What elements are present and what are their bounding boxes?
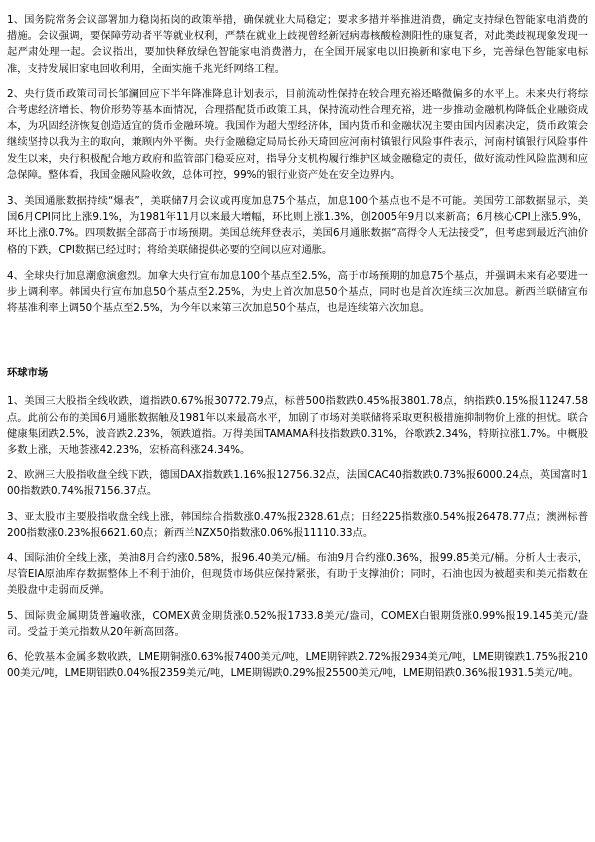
section-heading-global-markets: 环球市场 <box>7 367 49 380</box>
market-paragraph-1: 1、美国三大股指全线收跌，道指跌0.67%报30772.79点，标普500指数跌0.45%报3801.78点，纳指跌0.15%报11247.58点。此前公布的美国6月通胀数据触及1981年以来最高水平，加剧了市场对美联储将采取更积极措施抑制物价上涨的担忧。联合健康集团跌2.5%，波音跌2.23%，领跌道指。万得美国TAMAMA科技指数跌0.31%，谷歌跌2.34%，特斯拉涨1.7%。中概股多数上涨，天地荟涨42.23%，宏桥高科涨24.34%。 <box>7 395 588 457</box>
market-paragraph-6: 6、伦敦基本金属多数收跌，LME期铜涨0.63%报7400美元/吨，LME期锌跌2.72%报2934美元/吨，LME期镍跌1.75%报21000美元/吨，LME期铝跌0.04%报2359美元/吨，LME期锡跌0.29%报25500美元/吨，LME期铅跌0.36%报1931.5美元/吨。 <box>7 651 588 680</box>
market-paragraph-5: 5、国际贵金属期货普遍收涨，COMEX黄金期货涨0.52%报1733.8美元/盎司，COMEX白银期货涨0.99%报19.145美元/盎司。受益于美元指数从20年新高回落。 <box>7 609 588 638</box>
document-page <box>7 12 588 682</box>
market-paragraph-2: 2、欧洲三大股指收盘全线下跌，德国DAX指数跌1.16%报12756.32点，法国CAC40指数跌0.73%报6000.24点，英国富时100指数跌0.74%报7156.37点。 <box>7 469 588 498</box>
global-markets-section <box>7 365 588 681</box>
news-paragraph-4: 4、全球央行加息潮愈演愈烈。加拿大央行宣布加息100个基点至2.5%，高于市场预期的加息75个基点，并强调未来有必要进一步上调利率。韩国央行宣布加息50个基点至2.25%，为史上首次加息50个基点，同时也是首次连续三次加息。新西兰联储宣布将基准利率上调50个基点至2.5%，为今年以来第三次加息50个基点，也是连续第六次加息。 <box>7 269 588 315</box>
domestic-news-section <box>7 12 588 316</box>
market-paragraph-3: 3、亚太股市主要股指收盘全线上涨，韩国综合指数涨0.47%报2328.61点；日经225指数涨0.54%报26478.77点；澳洲标普200指数涨0.23%报6621.60点；新西兰NZX50指数涨0.06%报11110.33点。 <box>7 510 588 539</box>
market-paragraph-4: 4、国际油价全线上涨，美油8月合约涨0.58%，报96.40美元/桶。布油9月合约涨0.36%，报99.85美元/桶。分析人士表示，尽管EIA原油库存数据整体上不利于油价，但现货市场供应保持紧张，有助于支撑油价；同时，石油也因为被超卖和美元指数在美股盘中走弱而反弹。 <box>7 552 588 597</box>
news-paragraph-1: 1、国务院常务会议部署加力稳岗拓岗的政策举措，确保就业大局稳定；要求多措并举推进消费，确定支持绿色智能家电消费的措施。会议强调，要保障劳动者平等就业权利，严禁在就业上歧视曾经新冠病毒核酸检测阳性的康复者，对此类歧视现象发现一起严肃处理一起。会议指出，要加快释放绿色智能家电消费潜力，在全国开展家电以旧换新和家电下乡，完善绿色智能家电标准，支持发展旧家电回收利用，全面实施千兆光纤网络工程。 <box>7 14 588 75</box>
news-paragraph-3: 3、美国通胀数据持续“爆表”，美联储7月会议或再度加息75个基点，加息100个基点也不是不可能。美国劳工部数据显示，美国6月CPI同比上涨9.1%，为1981年11月以来最大增幅，环比则上涨1.3%，创2005年9月以来新高；6月核心CPI上涨5.9%，环比上涨0.7%。四项数据全部高于市场预期。美国总统拜登表示，美国6月通胀数据“高得令人无法接受”，但考虑到最近汽油价格的下跌，CPI数据已经过时；将给美联储提供必要的空间以应对通胀。 <box>7 195 588 256</box>
news-paragraph-2: 2、央行货币政策司司长邹澜回应下半年降准降息计划表示，目前流动性保持在较合理充裕还略微偏多的水平上。未来央行将综合考虑经济增长、物价形势等基本面情况，合理搭配货币政策工具，保持流动性合理充裕，进一步推动金融机构降低企业融资成本，为巩固经济恢复创造适宜的货币金融环境。我国作为超大型经济体，国内货币和金融状况主要由国内因素决定，货币政策会继续坚持以我为主的取向，兼顾内外平衡。央行金融稳定局局长孙天琦回应河南村镇银行风险事件表示，河南村镇银行风险事件发生以来，央行积极配合地方政府和监管部门稳妥应对，指导分支机构履行维护区域金融稳定的责任，做好流动性风险监测和应急保障。整体看，我国金融风险收敛，总体可控，99%的银行业资产处在安全边界内。 <box>7 87 588 181</box>
